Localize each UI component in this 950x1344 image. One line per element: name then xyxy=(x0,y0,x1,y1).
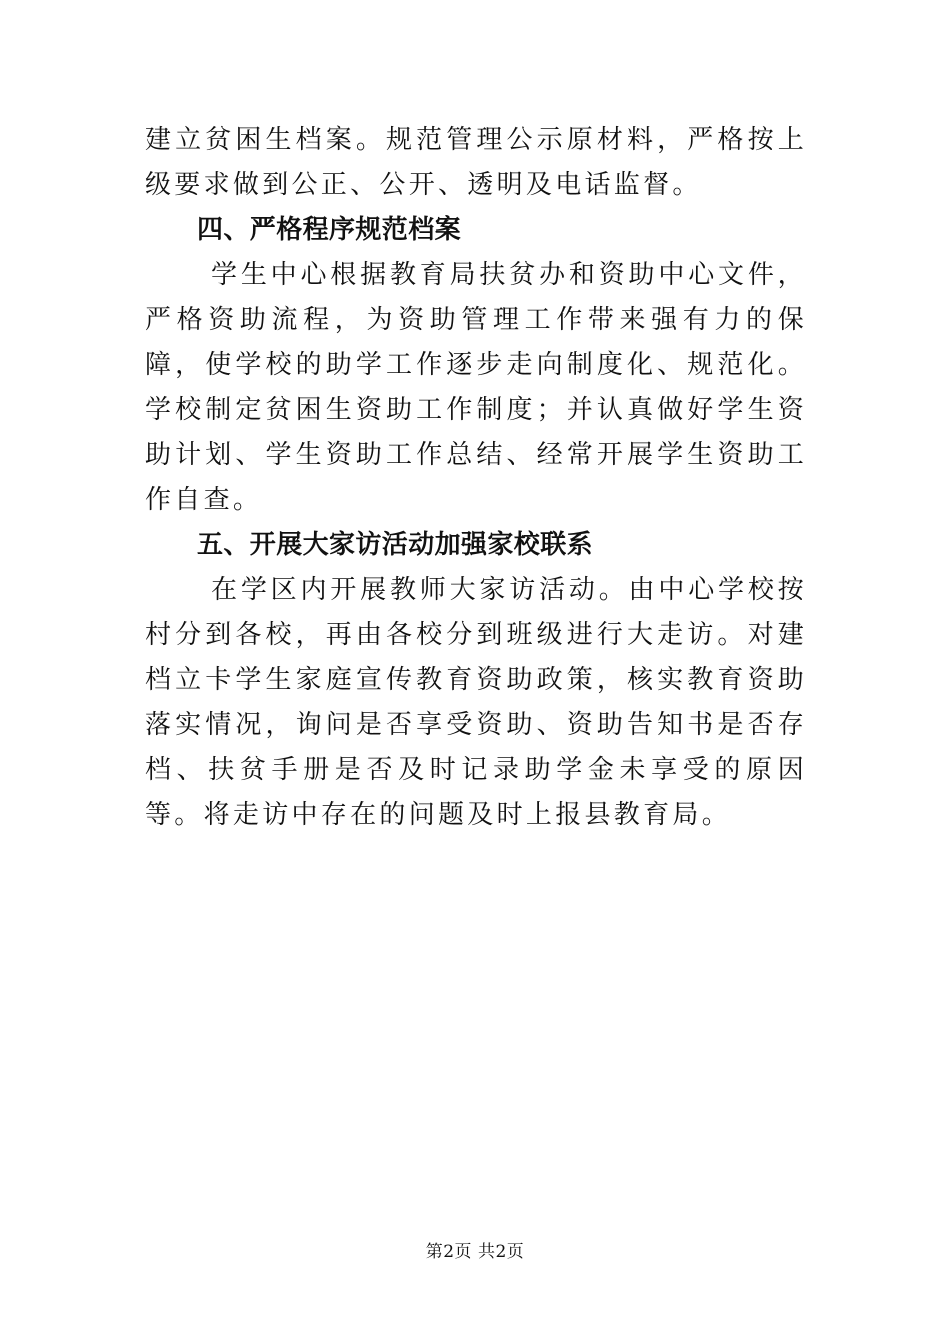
page-number-footer: 第2页 共2页 xyxy=(425,1242,525,1262)
document-body xyxy=(145,118,807,838)
paragraph-section-5: 在学区内开展教师大家访活动。由中心学校按村分到各校，再由各校分到班级进行大走访。对建档立卡学生家庭宣传教育资助政策，核实教育资助落实情况，询问是否享受资助、资助告知书是否存档、扶贫手册是否及时记录助学金未享受的原因等。将走访中存在的问题及时上报县教育局。 xyxy=(145,575,807,830)
paragraph-section-4: 学生中心根据教育局扶贫办和资助中心文件，严格资助流程，为资助管理工作带来强有力的保障，使学校的助学工作逐步走向制度化、规范化。学校制定贫困生资助工作制度；并认真做好学生资助计划、学生资助工作总结、经常开展学生资助工作自查。 xyxy=(145,260,807,515)
section-heading-5: 五、开展大家访活动加强家校联系 xyxy=(197,530,594,560)
section-heading-4: 四、严格程序规范档案 xyxy=(197,215,462,245)
paragraph-intro: 建立贫困生档案。规范管理公示原材料，严格按上级要求做到公正、公开、透明及电话监督。 xyxy=(145,125,807,200)
